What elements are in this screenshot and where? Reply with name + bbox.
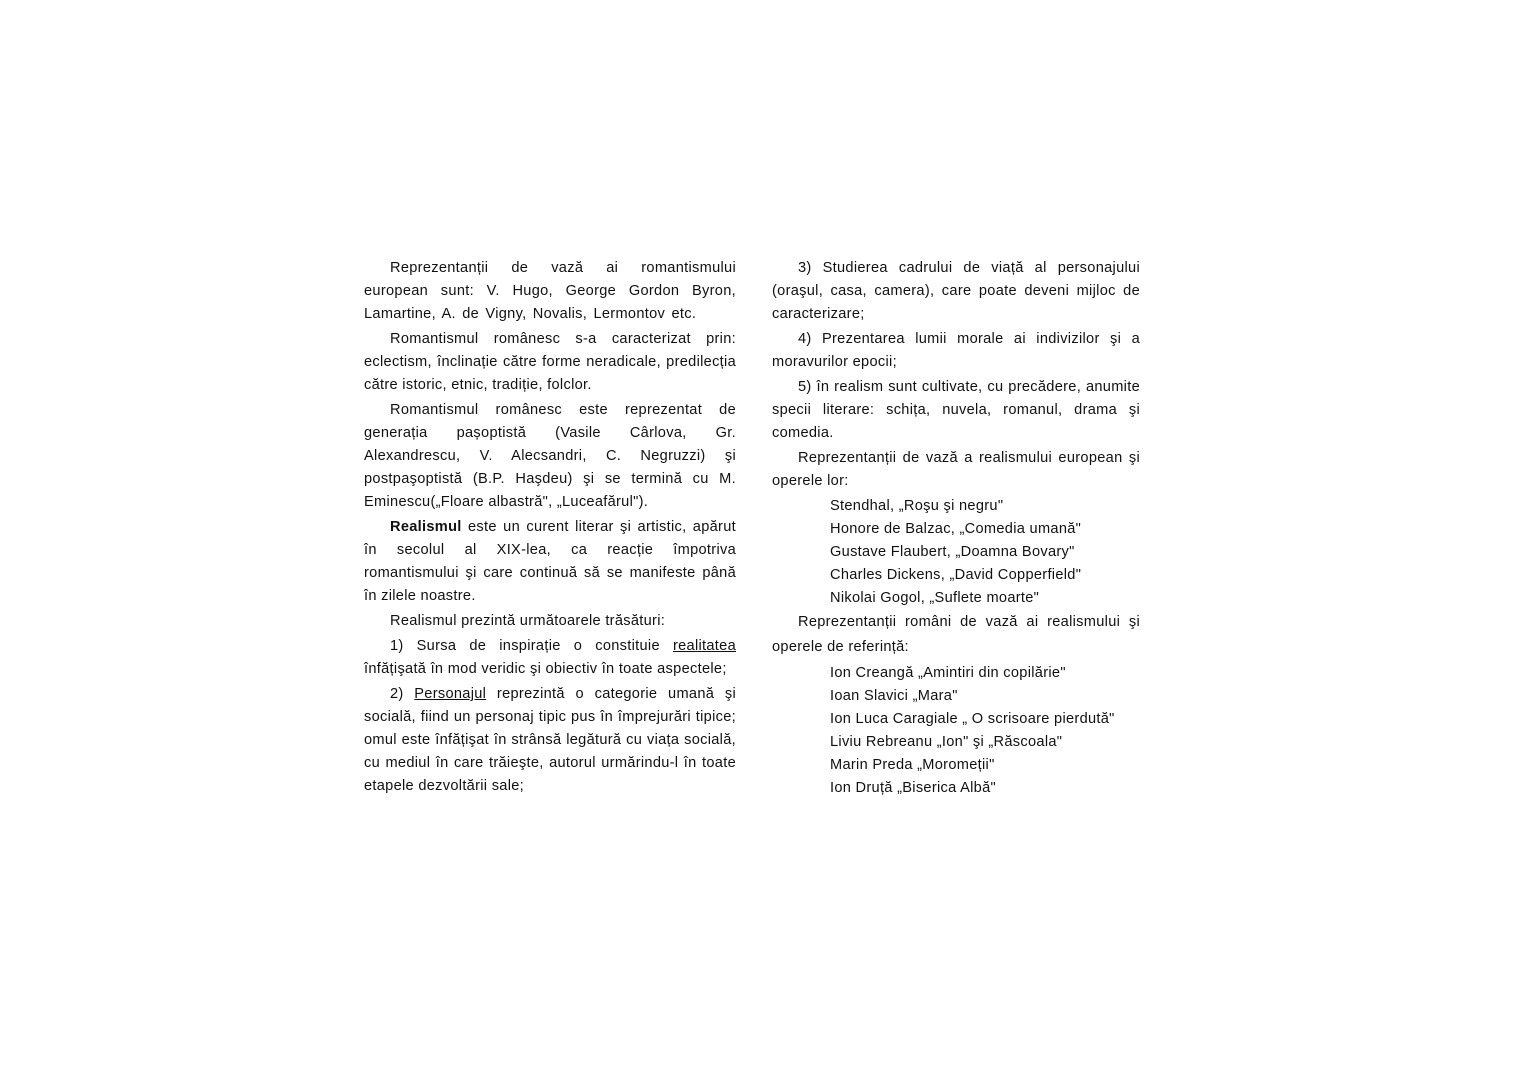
paragraph-realism-traits-intro: Realismul prezintă următoarele trăsături: [390, 613, 666, 629]
trait-1-prefix: 1) Sursa de inspirație o constituie [390, 638, 673, 654]
list-item: Ioan Slavici „Mara" [830, 688, 958, 704]
right-column [772, 257, 1140, 800]
realism-definition-text: este un curent literar şi artistic, apărut în secolul al XIX-lea, ca reacție împotriva romantismului şi care continuă să se manifeste până în zilele noastre. [364, 519, 736, 604]
trait-4: 4) Prezentarea lumii morale ai indivizilor şi a moravurilor epocii; [772, 331, 1140, 370]
list-item: Gustave Flaubert, „Doamna Bovary" [830, 544, 1075, 560]
list-item: Honore de Balzac, „Comedia umană" [830, 521, 1082, 537]
trait-2 [364, 683, 736, 798]
list-item: Ion Creangă „Amintiri din copilărie" [830, 665, 1066, 681]
trait-1-suffix: înfățişată în mod veridic şi obiectiv în toate aspectele; [364, 661, 727, 677]
list-item: Nikolai Gogol, „Suflete moarte" [830, 590, 1040, 606]
list-item: Ion Luca Caragiale „ O scrisoare pierdută" [830, 711, 1115, 727]
european-representatives-intro: Reprezentanții de vază a realismului european şi operele lor: [772, 450, 1140, 489]
trait-3: 3) Studierea cadrului de viață al personajului (oraşul, casa, camera), care poate deveni mijloc de caracterizare; [772, 260, 1140, 322]
list-item: Ion Druță „Biserica Albă" [830, 780, 996, 796]
list-item: Stendhal, „Roşu şi negru" [830, 498, 1004, 514]
trait-2-underlined: Personajul [414, 686, 487, 702]
romanian-representatives-intro: Reprezentanții români de vază ai realismului şi operele de referință: [772, 614, 1140, 655]
paragraph-romanian-romanticism-representatives: Romantismul românesc este reprezentat de generația pașoptistă (Vasile Cârlova, Gr. Alexandrescu, V. Alecsandri, C. Negruzzi) şi postpaşoptistă (B.P. Haşdeu) şi se termină cu M. Eminescu(„Floare albastră", „Luceafărul"). [364, 402, 736, 510]
trait-1-underlined: realitatea [672, 638, 736, 654]
romanian-representatives-list [772, 662, 1140, 800]
european-representatives-list [772, 495, 1140, 610]
paragraph-romanian-romanticism-traits: Romantismul românesc s-a caracterizat prin: eclectism, înclinație către forme neradicale, predilecția către istoric, etnic, tradiție, folclor. [364, 331, 736, 393]
list-item: Liviu Rebreanu „Ion" şi „Răscoala" [830, 734, 1063, 750]
list-item: Marin Preda „Moromeții" [830, 757, 995, 773]
list-item: Charles Dickens, „David Copperfield" [830, 567, 1082, 583]
realism-term: Realismul [390, 519, 462, 535]
trait-1 [364, 635, 736, 681]
trait-2-prefix: 2) [390, 686, 415, 702]
trait-2-suffix: reprezintă o categorie umană şi socială, fiind un personaj tipic pus în împrejurări tipice; omul este înfățişat în strânsă legătură cu viața socială, cu mediul în care trăieşte, autorul urmărindu-l în toate etapele dezvoltării sale; [364, 686, 736, 794]
left-column [364, 257, 736, 800]
trait-5: 5) în realism sunt cultivate, cu precădere, anumite specii literare: schița, nuvela, romanul, drama şi comedia. [772, 379, 1140, 441]
paragraph-realism-definition [364, 516, 736, 608]
paragraph-european-romantics: Reprezentanții de vază ai romantismului european sunt: V. Hugo, George Gordon Byron, Lamartine, A. de Vigny, Novalis, Lermontov etc. [364, 260, 736, 322]
